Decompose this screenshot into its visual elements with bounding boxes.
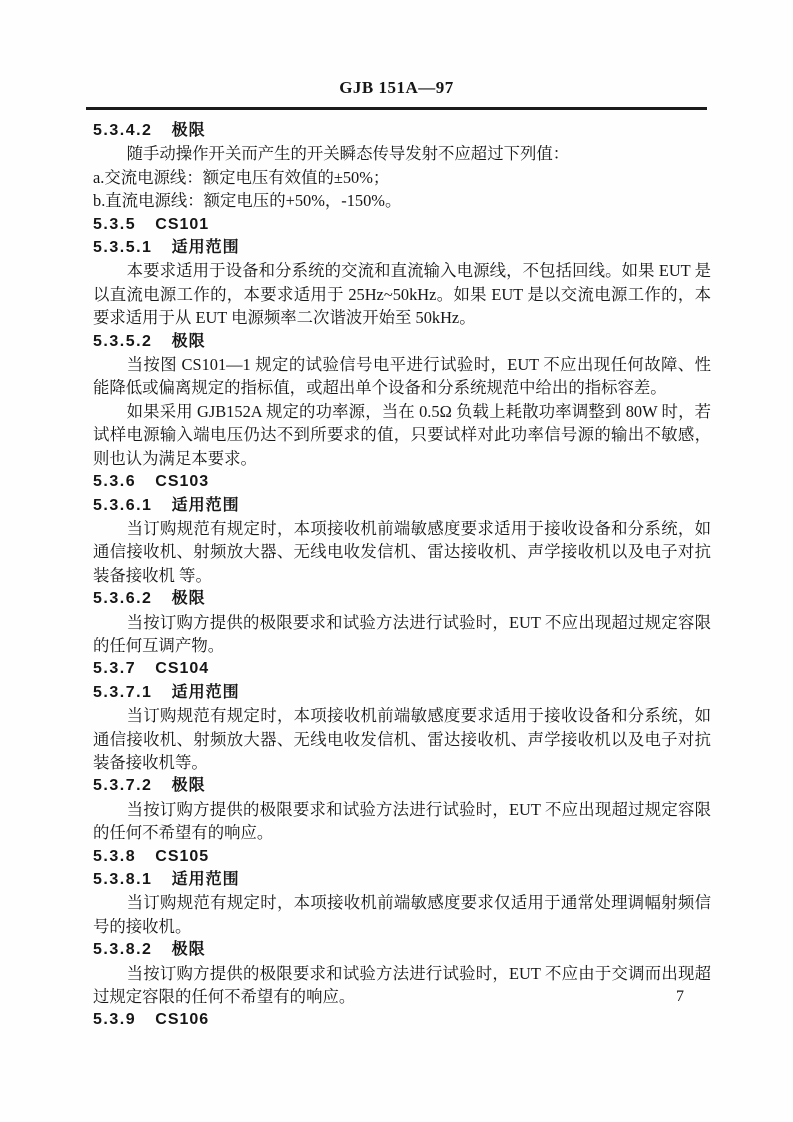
paragraph: 当订购规范有规定时，本项接收机前端敏感度要求仅适用于通常处理调幅射频信号的接收机。	[93, 893, 711, 936]
clause-title: 极限	[171, 332, 206, 350]
clause-heading-5-3-8	[93, 845, 711, 868]
header-rule-divider	[86, 107, 707, 110]
paragraph: 当订购规范有规定时，本项接收机前端敏感度要求适用于接收设备和分系统，如通信接收机、射频放大器、无线电收发信机、雷达接收机、声学接收机以及电子对抗装备接收机 等。	[93, 518, 711, 585]
page-number: 7	[676, 988, 684, 1005]
clause-number: 5.3.8	[93, 847, 137, 865]
clause-number: 5.3.6.2	[93, 590, 153, 608]
clause-title: 适用范围	[171, 871, 240, 888]
clause-number: 5.3.8.2	[93, 941, 153, 959]
clause-heading-5-3-5-2	[93, 330, 711, 353]
clause-number: 5.3.7	[93, 660, 137, 678]
clause-title: CS104	[155, 660, 210, 678]
clause-number: 5.3.9	[93, 1011, 137, 1029]
clause-title: CS105	[155, 847, 210, 865]
clause-title: CS101	[155, 215, 210, 233]
clause-heading-5-3-7-2	[93, 774, 711, 797]
paragraph: 如果采用 GJB152A 规定的功率源，当在 0.5Ω 负载上耗散功率调整到 80W 时，若试样电源输入端电压仍达不到所要求的值，只要试样对此功率信号源的输出不敏感，则也认为满足本要求。	[93, 401, 711, 468]
clause-title: 适用范围	[171, 239, 240, 257]
paragraph: 当按订购方提供的极限要求和试验方法进行试验时，EUT 不应由于交调而出现超过规定容限的任何不希望有的响应。	[93, 963, 711, 1007]
clause-title: CS106	[155, 1011, 210, 1029]
clause-heading-5-3-6	[93, 470, 711, 493]
clause-number: 5.3.7.2	[93, 777, 153, 795]
clause-heading-5-3-4-2	[93, 119, 711, 142]
document-body	[93, 119, 711, 1032]
document-header-title: GJB 151A—97	[339, 78, 454, 97]
clause-number: 5.3.5.2	[93, 332, 153, 350]
clause-heading-5-3-6-1	[93, 494, 711, 517]
paragraph: 当按图 CS101—1 规定的试验信号电平进行试验时，EUT 不应出现任何故障、性能降低或偏离规定的指标值，或超出单个设备和分系统规范中给出的指标容差。	[93, 355, 711, 398]
clause-heading-5-3-7	[93, 657, 711, 680]
list-item-a: a.交流电源线：额定电压有效值的±50%；	[93, 167, 390, 187]
clause-title: 极限	[171, 941, 206, 959]
clause-number: 5.3.5.1	[93, 239, 153, 257]
clause-heading-5-3-8-1	[93, 868, 711, 891]
clause-number: 5.3.6	[93, 473, 137, 491]
clause-number: 5.3.8.1	[93, 871, 153, 888]
clause-number: 5.3.5	[93, 215, 137, 233]
clause-title: 极限	[171, 777, 206, 795]
paragraph: 当按订购方提供的极限要求和试验方法进行试验时，EUT 不应出现超过规定容限的任何互调产物。	[93, 612, 711, 655]
clause-number: 5.3.4.2	[93, 122, 153, 139]
clause-number: 5.3.7.1	[93, 683, 153, 701]
clause-title: CS103	[155, 473, 210, 491]
clause-heading-5-3-5	[93, 213, 711, 236]
list-item-b: b.直流电源线：额定电压的+50%，-150%。	[93, 191, 402, 211]
clause-heading-5-3-6-2	[93, 587, 711, 610]
paragraph: 当按订购方提供的极限要求和试验方法进行试验时，EUT 不应出现超过规定容限的任何不希望有的响应。	[93, 799, 711, 843]
clause-number: 5.3.6.1	[93, 496, 153, 514]
clause-heading-5-3-5-1	[93, 236, 711, 259]
clause-title: 适用范围	[171, 496, 240, 514]
clause-heading-5-3-9	[93, 1008, 711, 1031]
clause-heading-5-3-8-2	[93, 938, 711, 961]
paragraph: 本要求适用于设备和分系统的交流和直流输入电源线，不包括回线。如果 EUT 是以直流电源工作的，本要求适用于 25Hz~50kHz。如果 EUT 是以交流电源工作的，本要求适用于从 EUT 电源频率二次谐波开始至 50kHz。	[93, 261, 711, 328]
clause-title: 适用范围	[171, 683, 240, 701]
paragraph: 随手动操作开关而产生的开关瞬态传导发射不应超过下列值：	[126, 144, 570, 164]
clause-title: 极限	[171, 590, 206, 608]
paragraph: 当订购规范有规定时，本项接收机前端敏感度要求适用于接收设备和分系统，如通信接收机、射频放大器、无线电收发信机、雷达接收机、声学接收机以及电子对抗装备接收机等。	[93, 706, 711, 772]
clause-title: 极限	[171, 122, 206, 139]
clause-heading-5-3-7-1	[93, 681, 711, 704]
